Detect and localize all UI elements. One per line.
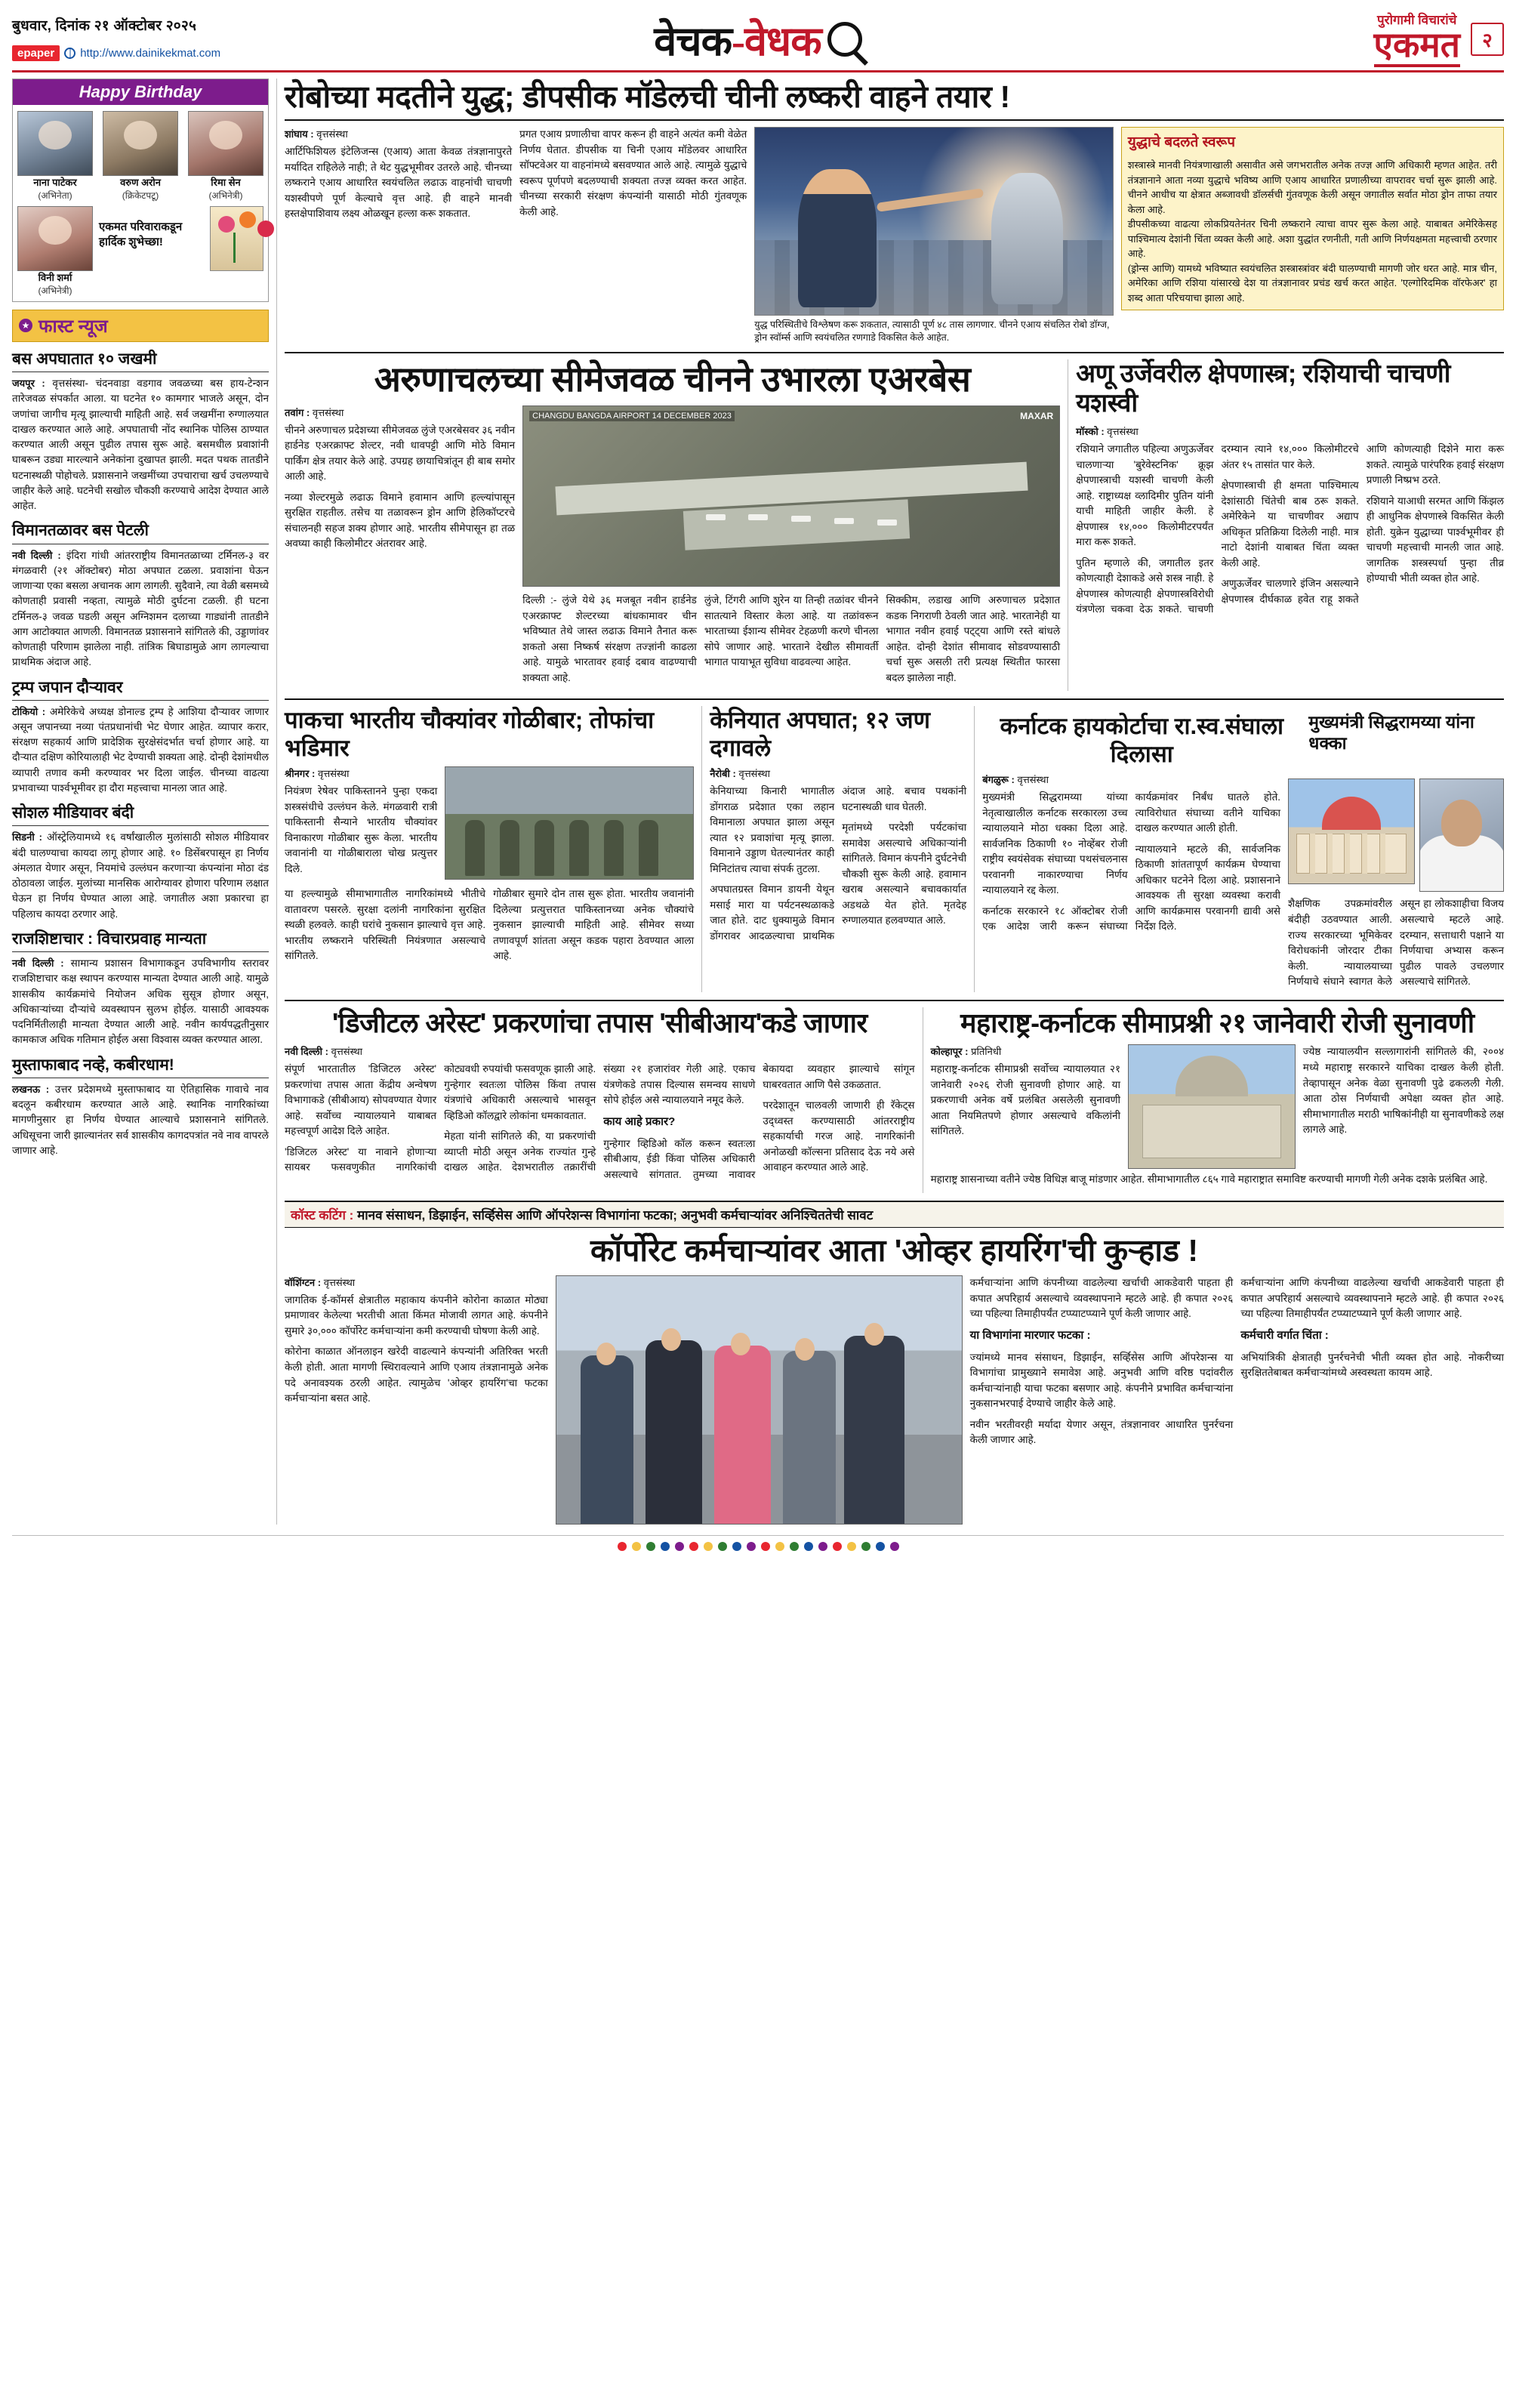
dateline-city: नैरोबी : [710, 768, 736, 780]
paragraph: गोळीबार सुमारे दोन तास सुरू होता. भारतीय जवानांनी दिलेल्या प्रत्युत्तरात पाकिस्तानच्या अनेक चौक्यांचे नुकसान झाल्याची माहिती आहे. सीमेवर सध्या तणावपूर्ण शांतता असून कडक पहारा ठेवण्यात आला आहे. [493, 888, 695, 962]
dateline-city: लखनऊ : [12, 1083, 50, 1095]
brand-logo [1374, 28, 1461, 67]
page-body [12, 79, 1504, 1525]
high-court-photo [1288, 779, 1415, 884]
story-corporate-photo-block [556, 1275, 963, 1525]
headline: केनियात अपघात; १२ जण दगावले [710, 707, 931, 762]
story-robo-col-2 [519, 127, 747, 344]
paragraph: संपूर्ण भारतातील 'डिजिटल अरेस्ट' प्रकरणांचा तपास आता केंद्रीय अन्वेषण विभागाकडे (सीबीआय) सोपवण्यात येणार आहे. सर्वोच्च न्यायालयाने याबाबत महत्त्वपूर्ण आदेश दिले आहेत. [285, 1063, 437, 1137]
dateline-agency: वृत्तसंस्था [323, 1277, 356, 1289]
birthday-role: (अभिनेत्री) [208, 190, 243, 201]
story-corporate-col-3 [970, 1275, 1234, 1525]
paragraph: मुख्यमंत्री सिद्धरामय्या यांच्या नेतृत्वाखालील कर्नाटक सरकारला उच्च न्यायालयाने मोठा धक्का दिला आहे. सार्वजनिक ठिकाणी १० नोव्हेंबर रोजी राष्ट्रीय स्वयंसेवक संघाच्या पथसंचलनास परवानगी नाकारण्याचा निर्णय न्यायालयाने रद्द केला. [982, 791, 1128, 896]
fast-news-title: विमानतळावर बस पेटली [12, 521, 269, 544]
birthday-name: रिमा सेन [211, 177, 241, 188]
sidebar-title: युद्धाचे बदलते स्वरूप [1127, 134, 1236, 151]
birthday-greeting: एकमत परिवाराकडून हार्दिक शुभेच्छा! [99, 220, 183, 249]
epaper-link[interactable] [12, 45, 284, 61]
brand-block [1374, 11, 1461, 67]
headline: कर्नाटक हायकोर्टाचा रा.स्व.संघाला दिलासा [1000, 713, 1284, 768]
headline: अरुणाचलच्या सीमेजवळ चीनने उभारला एअरबेस [374, 359, 971, 399]
dateline [931, 1044, 1120, 1059]
story-robo-image-block [754, 127, 1114, 344]
supreme-court-photo [1128, 1044, 1296, 1169]
fast-news-item [12, 521, 269, 670]
story-pak-firing [285, 706, 694, 992]
masthead-left [12, 11, 284, 67]
story-robo-sidebar [1121, 127, 1504, 344]
dateline [982, 772, 1280, 788]
headline: पाकचा भारतीय चौक्यांवर गोळीबार; तोफांचा भडिमार [285, 707, 655, 762]
globe-icon [64, 48, 75, 59]
paragraph: महाराष्ट्र-कर्नाटक सीमाप्रश्नी सर्वोच्च न्यायालयात २१ जानेवारी २०२६ रोजी सुनावणी होणार आहे. या प्रकरणाची अनेक वर्षे प्रलंबित असलेली सुनावणी आता नियमितपणे होणार असल्याचे वकिलांनी सांगितले. [930, 1063, 1120, 1137]
fast-news-text: वृत्तसंस्था- चंदनवाडा वडगाव जवळच्या बस हाय-टेन्शन तारेजवळ संपर्कात आला. या घटनेत १० कामगार भाजले असून, दोन जणांचा जागीच मृत्यू झाल्याची माहिती आहे. सर्व जखमींना रुग्णालयात दाखल करण्यात आले आहे. अपघाताची नोंद स्थानिक पोलिस ठाण्यात करण्यात आली असून पुढील तपास सुरू आहे. बसमधील प्रवाशांनी घाबरून उड्या मारल्याने अनेकांना दुखापत झाली. मदत पथक तातडीने घटनास्थळी पोहोचले. प्रशासनाने जखमींच्या उपचाराचा खर्च उचलण्याचे जाहीर केले आहे. घटनेची सखोल चौकशी करण्याचे आदेश देण्यात आले आहेत. [12, 378, 269, 512]
paragraph: ज्येष्ठ न्यायालयीन सल्लागारांनी सांगितले की, २००४ मध्ये महाराष्ट्र सरकारने याचिका दाखल केली होती. तेव्हापासून अनेक वेळा सुनावणी पुढे ढकलली गेली. आता ठोस निर्णयाची अपेक्षा व्यक्त होत आहे. सीमाभागातील मराठी भाषिकांनीही या सुनावणीकडे लक्ष लागले आहे. [1302, 1046, 1504, 1136]
masthead-title-block [284, 11, 1232, 67]
story-corporate-layoffs [285, 1232, 1504, 1525]
story-airbase-right [522, 405, 1060, 691]
brand-underline [1374, 64, 1461, 67]
dateline-city: वॉशिंग्टन : [285, 1277, 322, 1289]
fast-news-item [12, 350, 269, 513]
sidebar-box-war-nature [1121, 127, 1504, 310]
paragraph: (ड्रोन्स आणि) यामध्ये भविष्यात स्वयंचलित शस्त्रास्त्रांवर बंदी घालण्याची मागणी जोर धरत आहे. मात्र चीन, अमेरिका आणि रशिया यांसारखे देश या तंत्रज्ञानावर प्रचंड खर्च करत आहेत. 'एल्गोरिदमिक वॉरफेअर' हा शब्द आता परिचयाचा झाला आहे. [1127, 262, 1497, 304]
dateline [285, 405, 515, 421]
fast-news-header [12, 310, 269, 342]
dateline-city: जयपूर : [12, 378, 45, 390]
fast-news-body [12, 705, 269, 797]
paragraph: नव्या शेल्टरमुळे लढाऊ विमाने हवामान आणि हल्ल्यांपासून सुरक्षित राहतील. तसेच या तळावरून ड्रोन आणि हेलिकॉप्टरचे संचालनही सहज शक्य होणार आहे. भारतीय सीमेपासून हा तळ अवघ्या काही किलोमीटर अंतरावर आहे. [285, 491, 516, 550]
headline: रोबोच्या मदतीने युद्ध; डीपसीक मॉडेलची चीनी लष्करी वाहने तयार ! [285, 79, 1504, 121]
story-airbase-col-1 [285, 405, 515, 691]
story-corporate-col-4 [1240, 1275, 1504, 1525]
dateline-city: मॉस्को : [1076, 426, 1105, 438]
story-kenya-crash [701, 706, 966, 992]
paragraph: ज्यांमध्ये मानव संसाधन, डिझाईन, सर्व्हिसेस आणि ऑपरेशन्स या विभागांचा प्रामुख्याने समावेश आहे. अनुभवी आणि वरिष्ठ पदांवरील कर्मचाऱ्यांनाही याचा फटका बसणार आहे. कंपनीने प्रभावित कर्मचाऱ्यांना नुकसानभरपाई देण्याचे जाहीर केले आहे. [969, 1351, 1234, 1410]
epaper-tag: epaper [12, 45, 60, 61]
row-pak-kenya-karnataka [285, 706, 1504, 992]
epaper-url: http://www.dainikekmat.com [80, 47, 221, 60]
siddaramaiah-photo [1419, 779, 1504, 892]
birthday-row-1 [13, 105, 268, 202]
fast-news-title: राजशिष्टाचार : विचारप्रवाह मान्यता [12, 930, 269, 952]
paragraph: कर्मचाऱ्यांना आणि कंपनीच्या वाढलेल्या खर्चाची आकडेवारी पाहता ही कपात अपरिहार्य असल्याचे व्यवस्थापनाने म्हटले आहे. ही कपात २०२६ च्या पहिल्या तिमाहीपर्यंत टप्प्याटप्प्याने पूर्ण केली जाणार आहे. [1240, 1277, 1505, 1320]
story-pak-photo-block [445, 766, 694, 882]
dateline-agency: वृत्तसंस्था [331, 1046, 363, 1058]
fast-news-title: सोशल मीडियावर बंदी [12, 803, 269, 826]
page-title [654, 11, 821, 67]
brand-slogan: पुरोगामी विचारांचे [1377, 13, 1457, 27]
masthead-right [1232, 11, 1504, 67]
dateline [285, 127, 512, 142]
story-karnataka-hc [974, 706, 1504, 992]
soldiers-photo [445, 766, 694, 880]
paragraph: न्यायालयाने म्हटले की, सार्वजनिक ठिकाणी शांततापूर्ण कार्यक्रम घेण्याचा अधिकार घटनेने दिला आहे. प्रशासनाने आवश्यक ती सुरक्षा व्यवस्था करावी आणि कार्यक्रमास परवानगी द्यावी असे निर्देश दिले. [1135, 843, 1281, 933]
row-airbase-missile [285, 359, 1504, 691]
headline: अणू उर्जेवरील क्षेपणास्त्र; रशियाची चाचणी यशस्वी [1076, 359, 1450, 418]
dateline-agency: प्रतिनिधी [971, 1046, 1002, 1058]
birthday-name: नाना पाटेकर [33, 177, 77, 188]
birthday-name: विनी शर्मा [38, 271, 72, 283]
fast-news-body [12, 548, 269, 671]
paragraph: डीपसीकच्या वाढत्या लोकप्रियतेनंतर चिनी लष्कराने त्याचा वापर सुरू केला आहे. याबाबत अमेरिकेसह पाश्चिमात्य देशांनी चिंता व्यक्त केली आहे. अशा युद्धांत रणनीती, गती आणि निर्णयक्षमता महत्त्वाची ठरणार आहे. [1127, 218, 1497, 260]
paragraph: अपघातग्रस्त विमान डायनी येथून मसाई मारा या पर्यटनस्थळाकडे जात होते. दाट धुक्यामुळे विमान डोंगरावर आदळल्याचा प्राथमिक अंदाज आहे. बचाव पथकांनी घटनास्थळी धाव घेतली. [710, 785, 967, 942]
story-corporate-col-1 [285, 1275, 548, 1525]
dateline-city: श्रीनगर : [285, 768, 316, 780]
paragraph: कोरोना काळात ऑनलाइन खरेदी वाढल्याने कंपन्यांनी अतिरिक्त भरती केली होती. आता मागणी स्थिरावल्याने आणि एआय तंत्रज्ञानामुळे अनेक पदे अनावश्यक ठरली आहेत. त्यामुळेच 'ओव्हर हायरिंग'चा फटका कर्मचाऱ्यांना बसत आहे. [285, 1346, 548, 1404]
birthday-person [17, 111, 93, 202]
color-registration-marks [12, 1535, 1504, 1551]
story-russia-missile [1068, 359, 1504, 691]
avatar [188, 111, 263, 176]
satellite-image [522, 405, 1060, 587]
side-headline: मुख्यमंत्री सिद्धरामय्या यांना धक्का [1308, 712, 1474, 753]
paragraph: परदेशातून चालवली जाणारी ही रॅकेट्स उद्ध्वस्त करण्यासाठी आंतरराष्ट्रीय सहकार्याची गरज आहे. नागरिकांनी अनोळखी कॉल्सना प्रतिसाद देऊ नये असे आवाहन करण्यात आले आहे. [763, 1099, 915, 1173]
avatar [17, 111, 93, 176]
story-digital-arrest [285, 1007, 915, 1193]
birthday-heading: Happy Birthday [13, 79, 268, 105]
fast-news-text: सामान्य प्रशासन विभागाकडून उपविभागीय स्तरावर राजशिष्टाचार कक्ष स्थापन करण्यास मान्यता देण्यात आली आहे. यामुळे शासकीय कार्यक्रमांचे नियोजन अधिक सुसूत्र होणार असून, अधिकाऱ्यांच्या दौऱ्यांचे व्यवस्थापन सुलभ होईल. यासाठी आवश्यक पदनिर्मितीलाही मान्यता देण्यात आली आहे. नवीन कार्यपद्धतीनुसार कामकाज अधिक गतिमान होईल असा विश्वास व्यक्त करण्यात आला. [12, 957, 269, 1046]
story-robo-war [285, 79, 1504, 344]
avatar [103, 111, 178, 176]
story-mh-ka-border [923, 1007, 1504, 1193]
paragraph: 'डिजिटल अरेस्ट' या नावाने होणाऱ्या सायबर फसवणुकीत नागरिकांची कोट्यवधी रुपयांची फसवणूक झाली आहे. गुन्हेगार स्वतःला पोलिस किंवा तपास यंत्रणांचे अधिकारी असल्याचे भासवून व्हिडिओ कॉलद्वारे लोकांना धमकावतात. [285, 1063, 596, 1173]
brand-logo-text: एकमत [1373, 26, 1460, 64]
row-digital-border [285, 1007, 1504, 1193]
page-title-dash: - [732, 18, 745, 64]
subhead-departments: या विभागांना मारणार फटका : [969, 1328, 1091, 1342]
paragraph: कर्नाटक सरकारने १८ ऑक्टोबर रोजी एक आदेश जारी करून संघाच्या कार्यक्रमांवर निर्बंध घातले होते. त्याविरोधात संघाच्या वतीने याचिका दाखल करण्यात आली होती. [982, 791, 1281, 933]
paragraph: गुन्हेगार व्हिडिओ कॉल करून स्वतःला सीबीआय, ईडी किंवा पोलिस अधिकारी असल्याचे सांगतात. तुमच्या नावावर बेकायदा व्यवहार झाल्याचे सांगून घाबरवतात आणि पैसे उकळतात. [603, 1063, 915, 1180]
dateline-city: कोल्हापूर : [930, 1046, 969, 1058]
fast-news-item [12, 1056, 269, 1158]
star-icon: ★ [19, 319, 32, 332]
story-pak-col-1 [285, 766, 437, 882]
dateline [285, 766, 437, 782]
fast-news-body [12, 376, 269, 513]
dateline-city: नवी दिल्ली : [285, 1046, 328, 1058]
dateline-agency: वृत्तसंस्था [738, 768, 770, 780]
kicker-label: कॉस्ट कटिंग : [291, 1207, 354, 1222]
fast-news-title: बस अपघातात १० जखमी [12, 350, 269, 372]
robot-soldier-photo [754, 127, 1114, 316]
headline: महाराष्ट्र-कर्नाटक सीमाप्रश्नी २१ जानेवारी रोजी सुनावणी [960, 1007, 1474, 1039]
birthday-person [103, 111, 178, 202]
paragraph: पुतिन म्हणाले की, जगातील इतर कोणत्याही देशाकडे असे शस्त्र नाही. हे क्षेपणास्त्र कोणत्याही क्षेपणास्त्रविरोधी यंत्रणेला चकवा देऊ शकते. चाचणी दरम्यान त्याने १४,००० किलोमीटरचे अंतर १५ तासांत पार केले. [1076, 443, 1359, 615]
question-heading: काय आहे प्रकार? [603, 1115, 676, 1128]
birthday-person [188, 111, 263, 202]
dateline-agency: वृत्तसंस्था [316, 128, 348, 140]
dateline-agency: वृत्तसंस्था [318, 768, 350, 780]
magnifier-icon [827, 22, 862, 57]
birthday-role: (अभिनेता) [38, 190, 72, 201]
avatar [17, 206, 93, 271]
fast-news-heading: फास्ट न्यूज [39, 316, 108, 337]
fast-news-title: मुस्ताफाबाद नव्हे, कबीरधाम! [12, 1056, 269, 1078]
dateline [285, 1044, 915, 1059]
subhead-employee-concern: कर्मचारी वर्गात चिंता : [1240, 1328, 1329, 1342]
story-border-col-3 [1303, 1044, 1504, 1169]
paragraph: चीनने अरुणाचल प्रदेशच्या सीमेजवळ लुंजे एअरबेसवर ३६ नवीन हार्डनेड एअरक्राफ्ट शेल्टर, नवी धावपट्टी आणि मोठे विमान पार्किंग क्षेत्र तयार केले आहे. उपग्रह छायाचित्रांतून ही बाब समोर आली आहे. [285, 424, 516, 483]
story-china-airbase [285, 359, 1060, 691]
dateline [285, 1275, 548, 1290]
fast-news-body [12, 1082, 269, 1158]
satellite-image-label: CHANGDU BANGDA AIRPORT 14 DECEMBER 2023 [529, 411, 735, 421]
story-karnataka-text [982, 772, 1280, 992]
page-title-part1: वेचक [654, 18, 732, 64]
fast-news-body [12, 830, 269, 922]
paragraph: आर्टिफिशियल इंटेलिजन्स (एआय) आता केवळ तंत्रज्ञानापुरते मर्यादित राहिलेले नाही; ते थेट युद्धभूमीवर उतरले आहे. चीनच्या लष्कराने एआय आधारित स्वयंचलित लढाऊ वाहनांची चाचणी यशस्वीपणे पूर्ण केल्याचे वृत्त आहे. ही वाहने मानवी हस्तक्षेपाशिवाय लक्ष्य ओळखून हल्ला करू शकतात. [285, 146, 513, 220]
fast-news-item [12, 803, 269, 922]
dateline-city: सिडनी : [12, 831, 42, 843]
dateline [1076, 424, 1504, 439]
date-line: बुधवार, दिनांक २१ ऑक्टोबर २०२५ [12, 18, 197, 34]
kicker-text: मानव संसाधन, डिझाईन, सर्व्हिसेस आणि ऑपरेशन्स विभागांना फटका; अनुभवी कर्मचाऱ्यांवर अनिश्चिततेची सावट [357, 1207, 874, 1222]
dateline-agency: वृत्तसंस्था [1017, 774, 1049, 786]
paragraph: प्रगत एआय प्रणालीचा वापर करून ही वाहने अत्यंत कमी वेळेत निर्णय घेतात. डीपसीक या चिनी एआय मॉडेलवर आधारित सॉफ्टवेअर या वाहनांमध्ये बसवण्यात आले आहे. त्यामुळे युद्धाचे स्वरूप पूर्णपणे बदलण्याची शक्यता तज्ज्ञ व्यक्त करत आहेत. चीनच्या सरकारी संरक्षण कंपन्यांनी यासाठी मोठी गुंतवणूक केली आहे. [519, 128, 747, 217]
paragraph: मेहता यांनी सांगितले की, या प्रकरणांची व्याप्ती मोठी असून अनेक राज्यांत गुन्हे दाखल आहेत. देशभरातील तक्रारींची संख्या २१ हजारांवर गेली आहे. एकाच यंत्रणेकडे तपास दिल्यास समन्वय साधणे सोपे होईल असे न्यायालयाने नमूद केले. [444, 1063, 756, 1173]
dateline-agency: वृत्तसंस्था [1107, 426, 1139, 438]
cost-cutting-kicker [285, 1201, 1504, 1228]
dateline-city: तवांग : [285, 407, 310, 419]
headline: कॉर्पोरेट कर्मचाऱ्यांवर आता 'ओव्हर हायरिंग'ची कुऱ्हाड ! [590, 1232, 1199, 1268]
satellite-image-credit: MAXAR [1020, 411, 1054, 422]
paragraph: सिक्कीम, लडाख आणि अरुणाचल प्रदेशात कडक निगराणी ठेवली जात आहे. भारतानेही या भागात नवीन हवाई पट्ट्या आणि रस्ते बांधले आहेत. दोन्ही देशांत सीमावाद सोडवण्यासाठी चर्चा सुरू असली तरी प्रत्यक्ष स्थितीत फारसा बदल झालेला नाही. [886, 594, 1061, 683]
paragraph: कर्मचाऱ्यांना आणि कंपनीच्या वाढलेल्या खर्चाची आकडेवारी पाहता ही कपात अपरिहार्य असल्याचे व्यवस्थापनाने म्हटले आहे. ही कपात २०२६ च्या पहिल्या तिमाहीपर्यंत टप्प्याटप्प्याने पूर्ण केली जाणार आहे. [969, 1277, 1234, 1320]
main-column [276, 79, 1504, 1525]
paragraph: नियंत्रण रेषेवर पाकिस्तानने पुन्हा एकदा शस्त्रसंधीचे उल्लंघन केले. मंगळवारी रात्री पाकिस्तानी सैन्याने भारतीय चौक्यांवर विनाकारण गोळीबार सुरू केला. भारतीय जवानांनी या गोळीबाराला चोख प्रत्युत्तर दिले. [285, 785, 438, 874]
dateline-city: नवी दिल्ली : [12, 957, 64, 970]
paragraph: शस्त्रास्त्रे मानवी नियंत्रणाखाली असावीत असे जगभरातील अनेक तज्ज्ञ आणि अधिकारी म्हणत आहेत. तरी तंत्रज्ञानाने आता नव्या युद्धाचे भविष्य आणि एआय आधारित प्रणालीच्या वापरावर चर्चा सुरू झाली आहे. चीनने आधीच या क्षेत्रात अब्जावधी डॉलर्सची गुंतवणूक केली असून जगातील सर्वात मोठा ड्रोन ताफा तयार केला आहे. [1127, 159, 1497, 215]
paragraph: मृतांमध्ये परदेशी पर्यटकांचा समावेश असल्याचे अधिकाऱ्यांनी सांगितले. विमान कंपनीने दुर्घटनेची चौकशी सुरू केली आहे. हवामान खराब असल्याने बचावकार्यात अडथळे येत होते. मृतदेह रुग्णालयात हलवण्यात आले. [842, 822, 967, 927]
office-workers-photo [556, 1275, 963, 1525]
masthead [12, 11, 1504, 72]
paragraph: रशियाने याआधी सरमत आणि किंझल ही आधुनिक क्षेपणास्त्रे विकसित केली होती. युक्रेन युद्धाच्या पार्श्वभूमीवर ही चाचणी महत्त्वाची मानली जात आहे. जागतिक शस्त्रस्पर्धा पुन्हा तीव्र होण्याची भीती व्यक्त होत आहे. [1366, 495, 1504, 584]
fast-news-text: ऑस्ट्रेलियामध्ये १६ वर्षांखालील मुलांसाठी सोशल मीडियावर बंदी घालण्याचा कायदा लागू होणार आहे. १० डिसेंबरपासून हा निर्णय अंमलात येणार असून, नियमांचे उल्लंघन करणाऱ्या कंपन्यांना मोठा दंड ठोठावला जाईल. मुलांच्या मानसिक आरोग्यावर होणारा परिणाम लक्षात घेऊन हा निर्णय घेण्यात आला आहे. जगातील अशा प्रकारचा हा पहिलाच कायदा ठरणार आहे. [12, 831, 269, 920]
page-title-part2: वेधक [744, 18, 821, 64]
paragraph: रशियाने जगातील पहिल्या अणुऊर्जेवर चालणाऱ्या 'बुरेवेस्टनिक' क्रूझ क्षेपणास्त्राची यशस्वी चाचणी केली आहे. राष्ट्राध्यक्ष व्लादिमीर पुतिन यांनी याची माहिती जाहीर केली. हे क्षेपणास्त्र १४,००० किलोमीटरपर्यंत मारा करू शकते. [1076, 443, 1214, 548]
headline: 'डिजीटल अरेस्ट' प्रकरणांचा तपास 'सीबीआय'कडे जाणार [331, 1007, 867, 1039]
dateline-agency: वृत्तसंस्था [312, 407, 344, 419]
paragraph: दिल्ली :- लुंजे येथे ३६ मजबूत नवीन हार्डनेड एअरक्राफ्ट शेल्टरच्या बांधकामावर चीन भविष्यात तेथे जास्त लढाऊ विमाने तैनात करू शकतो असा निष्कर्ष संरक्षण तज्ज्ञांनी काढला आहे. यामुळे भारतावर हवाई दबाव वाढण्याची शक्यता आहे. [522, 594, 697, 683]
flowers-icon [210, 206, 263, 271]
fast-news-text: उत्तर प्रदेशमध्ये मुस्ताफाबाद या ऐतिहासिक गावाचे नाव बदलून कबीरधाम करण्यात आले आहे. स्थानिक नागरिकांच्या मागणीनुसार हा निर्णय घेण्यात आल्याचे प्रशासनाने सांगितले. अधिसूचना जारी झाल्यानंतर सर्व शासकीय कागदपत्रांत नवे नाव वापरले जाणार आहे. [12, 1083, 269, 1156]
story-border-col-1 [931, 1044, 1120, 1169]
dateline-city: शांघाय : [285, 128, 314, 140]
story-karnataka-media [1288, 772, 1504, 992]
fast-news-text: अमेरिकेचे अध्यक्ष डोनाल्ड ट्रम्प हे आशिया दौऱ्यावर जाणार असून जपानच्या नव्या पंतप्रधानांची भेट घेणार आहेत. व्यापार करार, संरक्षण सहकार्य आणि प्रादेशिक सुरक्षेसंदर्भात चर्चा होणार आहे. या दौऱ्यात दक्षिण कोरियालाही भेट देण्याची शक्यता आहे. दोन्ही देशांमधील व्यापारी तणाव कमी करण्यावर भर दिला जाईल. चीनच्या वाढत्या प्रभावाच्या पार्श्वभूमीवर हा दौरा महत्त्वाचा मानला जात आहे. [12, 705, 269, 794]
paragraph: महाराष्ट्र शासनाच्या वतीने ज्येष्ठ विधिज्ञ बाजू मांडणार आहेत. सीमाभागातील ८६५ गावे महाराष्ट्रात समाविष्ट करण्याची मागणी गेली अनेक दशके प्रलंबित आहे. [930, 1173, 1488, 1186]
dateline-city: टोकियो : [12, 705, 46, 717]
story-border-photo-block [1128, 1044, 1296, 1169]
left-rail [12, 79, 269, 1525]
dateline-city: बंगळुरू : [982, 774, 1015, 786]
fast-news-item [12, 678, 269, 797]
birthday-name: वरुण अरोन [120, 177, 161, 188]
dateline-city: नवी दिल्ली : [12, 549, 61, 561]
birthday-person [17, 206, 93, 297]
paragraph: जागतिक ई-कॉमर्स क्षेत्रातील महाकाय कंपनीने कोरोना काळात मोठ्या प्रमाणावर केलेल्या भरतीची आता किंमत मोजावी लागत आहे. कंपनीने सुमारे ३०,००० कॉर्पोरेट कर्मचाऱ्यांना कमी करण्याची घोषणा केली आहे. [285, 1293, 548, 1337]
happy-birthday-box [12, 79, 269, 302]
paragraph: केनियाच्या किनारी भागातील डोंगराळ प्रदेशात एका लहान विमानाला अपघात झाला असून त्यात १२ प्रवाशांचा मृत्यू झाला. विमानाने उड्डाण घेतल्यानंतर काही मिनिटांतच त्याचा संपर्क तुटला. [710, 785, 835, 874]
page-number: २ [1471, 23, 1504, 56]
paragraph: नवीन भरतीवरही मर्यादा येणार असून, तंत्रज्ञानावर आधारित पुनर्रचना केली जाणार आहे. [969, 1418, 1234, 1446]
paragraph: लुंजे, टिंगरी आणि शुरेन या तिन्ही तळांवर चीनने सातत्याने विस्तार केला आहे. या तळांवरून भारताच्या ईशान्य सीमेवर टेहळणी करणे चीनला सोपे जाणार आहे. भारताने देखील सीमावर्ती भागात पायाभूत सुविधा वाढवल्या आहेत. [704, 594, 879, 668]
birthday-role: (क्रिकेटपटू) [122, 190, 159, 201]
fast-news-body [12, 956, 269, 1048]
paragraph: क्षेपणास्त्राची ही क्षमता पाश्चिमात्य देशांसाठी चिंतेची बाब ठरू शकते. अमेरिकेने या चाचणीवर अद्याप अधिकृत प्रतिक्रिया दिलेली नाही. मात्र नाटो देशांनी याबाबत चिंता व्यक्त केली आहे. [1221, 479, 1359, 569]
birthday-role: (अभिनेत्री) [38, 285, 72, 296]
fast-news-item [12, 930, 269, 1048]
paragraph: या हल्ल्यामुळे सीमाभागातील नागरिकांमध्ये भीतीचे वातावरण पसरले. सुरक्षा दलांनी नागरिकांना सुरक्षित स्थळी हलवले. काही घरांचे नुकसान झाल्याचे वृत्त आहे. भारतीय लष्कराने परिस्थिती नियंत्रणात असल्याचे सांगितले. [285, 888, 486, 962]
photo-caption: युद्ध परिस्थितीचे विश्लेषण करू शकतात, त्यासाठी पूर्ण ४८ तास लागणार. चीनने एआय संचलित रोबो डॉग्ज, ड्रोन स्वॉर्म्स आणि स्वयंचलित रणगाडे विकसित केले आहेत. [754, 319, 1110, 344]
paragraph: अणुऊर्जेवर चालणारे इंजिन असल्याने क्षेपणास्त्र दीर्घकाळ हवेत राहू शकते आणि कोणत्याही दिशेने मारा करू शकते. त्यामुळे पारंपरिक हवाई संरक्षण प्रणाली निष्प्रभ ठरते. [1221, 443, 1504, 605]
paragraph: शैक्षणिक उपक्रमांवरील बंदीही उठवण्यात आली. राज्य सरकारच्या भूमिकेवर विरोधकांनी जोरदार टीका केली. न्यायालयाच्या निर्णयाचे संघाने स्वागत केले असून हा लोकशाहीचा विजय असल्याचे म्हटले आहे. दरम्यान, सत्ताधारी पक्षाने या निर्णयाचा अभ्यास करून पुढील पावले उचलणार असल्याचे सांगितले. [1288, 898, 1504, 988]
paragraph: अभियांत्रिकी क्षेत्रातही पुनर्रचनेची भीती व्यक्त होत आहे. नोकरीच्या सुरक्षिततेबाबत कर्मचाऱ्यांमध्ये अस्वस्थता कायम आहे. [1240, 1351, 1505, 1379]
story-robo-col-1 [285, 127, 512, 344]
fast-news-title: ट्रम्प जपान दौऱ्यावर [12, 678, 269, 701]
fast-news-text: इंदिरा गांधी आंतरराष्ट्रीय विमानतळाच्या टर्मिनल-३ वर मंगळवारी (२१ ऑक्टोबर) मोठा अपघात टळला. प्रवाशांना घेऊन जाणाऱ्या एका बसला अचानक आग लागली. सुदैवाने, त्या वेळी बसमध्ये कोणताही प्रवासी नव्हता, त्यामुळे मोठी दुर्घटना टळली. ही घटना टर्मिनल-३ जवळ घडली असून अग्निशमन दलाच्या गाड्यांनी तातडीने आग आटोक्यात आणली. विमानतळ प्रशासनाने सांगितले की, उड्डाणांवर कोणताही परिणाम झालेला नाही. तांत्रिक बिघाडामुळे आग लागल्याचा प्राथमिक अंदाज आहे. [12, 549, 269, 668]
dateline [710, 766, 966, 782]
birthday-row-2 [13, 202, 268, 301]
